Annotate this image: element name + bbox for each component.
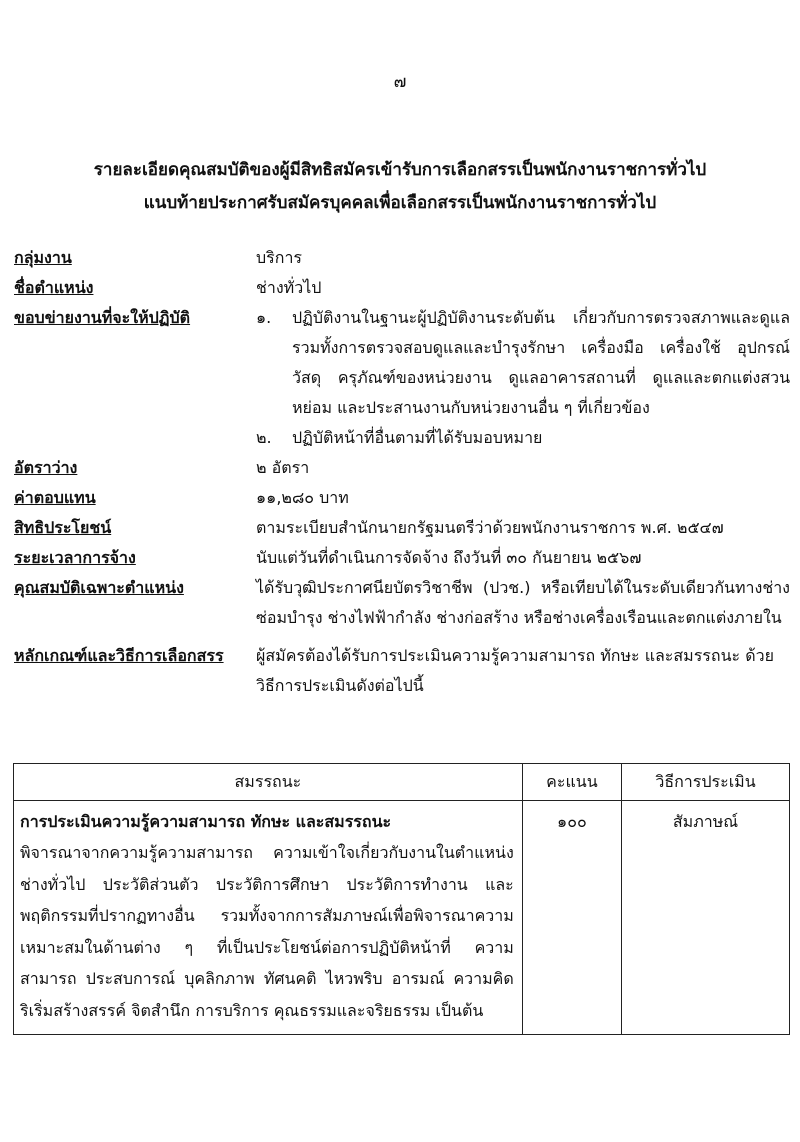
scope-item-number: ๒.	[256, 428, 272, 447]
table-row	[14, 801, 790, 1035]
qualification-label: คุณสมบัติเฉพาะตำแหน่ง	[14, 578, 184, 597]
salary-label: ค่าตอบแทน	[14, 488, 96, 507]
vacancy-value: ๒ อัตรา	[256, 458, 310, 477]
benefits-value: ตามระเบียบสำนักนายกรัฐมนตรีว่าด้วยพนักงานราชการ พ.ศ. ๒๕๔๗	[256, 518, 724, 537]
document-title-line-1: รายละเอียดคุณสมบัติของผู้มีสิทธิสมัครเข้ารับการเลือกสรรเป็นพนักงานราชการทั่วไป	[93, 160, 707, 180]
scope-item	[256, 303, 790, 423]
period-row	[14, 543, 790, 573]
criteria-row	[14, 641, 790, 701]
position-details	[14, 243, 790, 701]
scope-row	[14, 303, 790, 453]
group-label: กลุ่มงาน	[14, 248, 72, 267]
scope-item-number: ๑.	[256, 308, 272, 327]
vacancy-label: อัตราว่าง	[14, 458, 78, 477]
scope-list	[256, 303, 790, 453]
benefits-row	[14, 513, 790, 543]
qualification-row	[14, 573, 790, 633]
scope-item-text: ปฏิบัติงานในฐานะผู้ปฏิบัติงานระดับต้น เกี่ยวกับการตรวจสภาพและดูแล รวมทั้งการตรวจสอบดูแลและบำรุงรักษา เครื่องมือ เครื่องใช้ อุปกรณ์ วัสดุ ครุภัณฑ์ของหน่วยงาน ดูแลอาคารสถานที่ ดูแลและตกแต่งสวนหย่อม และประสานงานกับหน่วยงานอื่น ๆ ที่เกี่ยวข้อง	[292, 308, 790, 417]
qualification-value: ได้รับวุฒิประกาศนียบัตรวิชาชีพ (ปวช.) หรือเทียบได้ในระดับเดียวกันทางช่างซ่อมบำรุง ช่างไฟฟ้ากำลัง ช่างก่อสร้าง หรือช่างเครื่องเรือนและตกแต่งภายใน	[256, 578, 790, 627]
score-cell: ๑๐๐	[522, 801, 621, 1035]
header-score: คะแนน	[522, 764, 621, 801]
period-value: นับแต่วันที่ดำเนินการจัดจ้าง ถึงวันที่ ๓๐ กันยายน ๒๕๖๗	[256, 548, 642, 567]
competency-title: การประเมินความรู้ความสามารถ ทักษะ และสมรรถนะ	[20, 812, 392, 831]
header-competency: สมรรถนะ	[14, 764, 523, 801]
criteria-label: หลักเกณฑ์และวิธีการเลือกสรร	[14, 646, 224, 665]
group-value: บริการ	[256, 248, 303, 267]
page-number: ๗	[393, 72, 407, 92]
scope-item	[256, 423, 790, 453]
group-row	[14, 243, 790, 273]
scope-label: ขอบข่ายงานที่จะให้ปฏิบัติ	[14, 308, 191, 327]
period-label: ระยะเวลาการจ้าง	[14, 548, 136, 567]
competency-description: พิจารณาจากความรู้ความสามารถ ความเข้าใจเกี่ยวกับงานในตำแหน่งช่างทั่วไป ประวัติส่วนตัว ประวัติการศึกษา ประวัติการทำงาน และพฤติกรรมที่ปรากฏทางอื่น รวมทั้งจากการสัมภาษณ์เพื่อพิจารณาความเหมาะสมในด้านต่าง ๆ ที่เป็นประโยชน์ต่อการปฏิบัติหน้าที่ ความสามารถ ประสบการณ์ บุคลิกภาพ ทัศนคติ ไหวพริบ อารมณ์ ความคิดริเริ่มสร้างสรรค์ จิตสำนึก การบริการ คุณธรรมและจริยธรรม เป็นต้น	[20, 843, 514, 1020]
competency-cell	[14, 801, 523, 1035]
vacancy-row	[14, 453, 790, 483]
position-value: ช่างทั่วไป	[256, 278, 322, 297]
document-title-line-2: แนบท้ายประกาศรับสมัครบุคคลเพื่อเลือกสรรเป็นพนักงานราชการทั่วไป	[143, 193, 657, 213]
competency-table	[13, 763, 790, 1035]
scope-item-text: ปฏิบัติหน้าที่อื่นตามที่ได้รับมอบหมาย	[292, 428, 543, 447]
header-method: วิธีการประเมิน	[621, 764, 789, 801]
table-header-row	[14, 764, 790, 801]
criteria-value: ผู้สมัครต้องได้รับการประเมินความรู้ความสามารถ ทักษะ และสมรรถนะ ด้วยวิธีการประเมินดังต่อไปนี้	[256, 646, 774, 695]
position-row	[14, 273, 790, 303]
salary-row	[14, 483, 790, 513]
benefits-label: สิทธิประโยชน์	[14, 518, 112, 537]
salary-value: ๑๑,๒๘๐ บาท	[256, 488, 349, 507]
method-cell: สัมภาษณ์	[621, 801, 789, 1035]
position-label: ชื่อตำแหน่ง	[14, 278, 94, 297]
